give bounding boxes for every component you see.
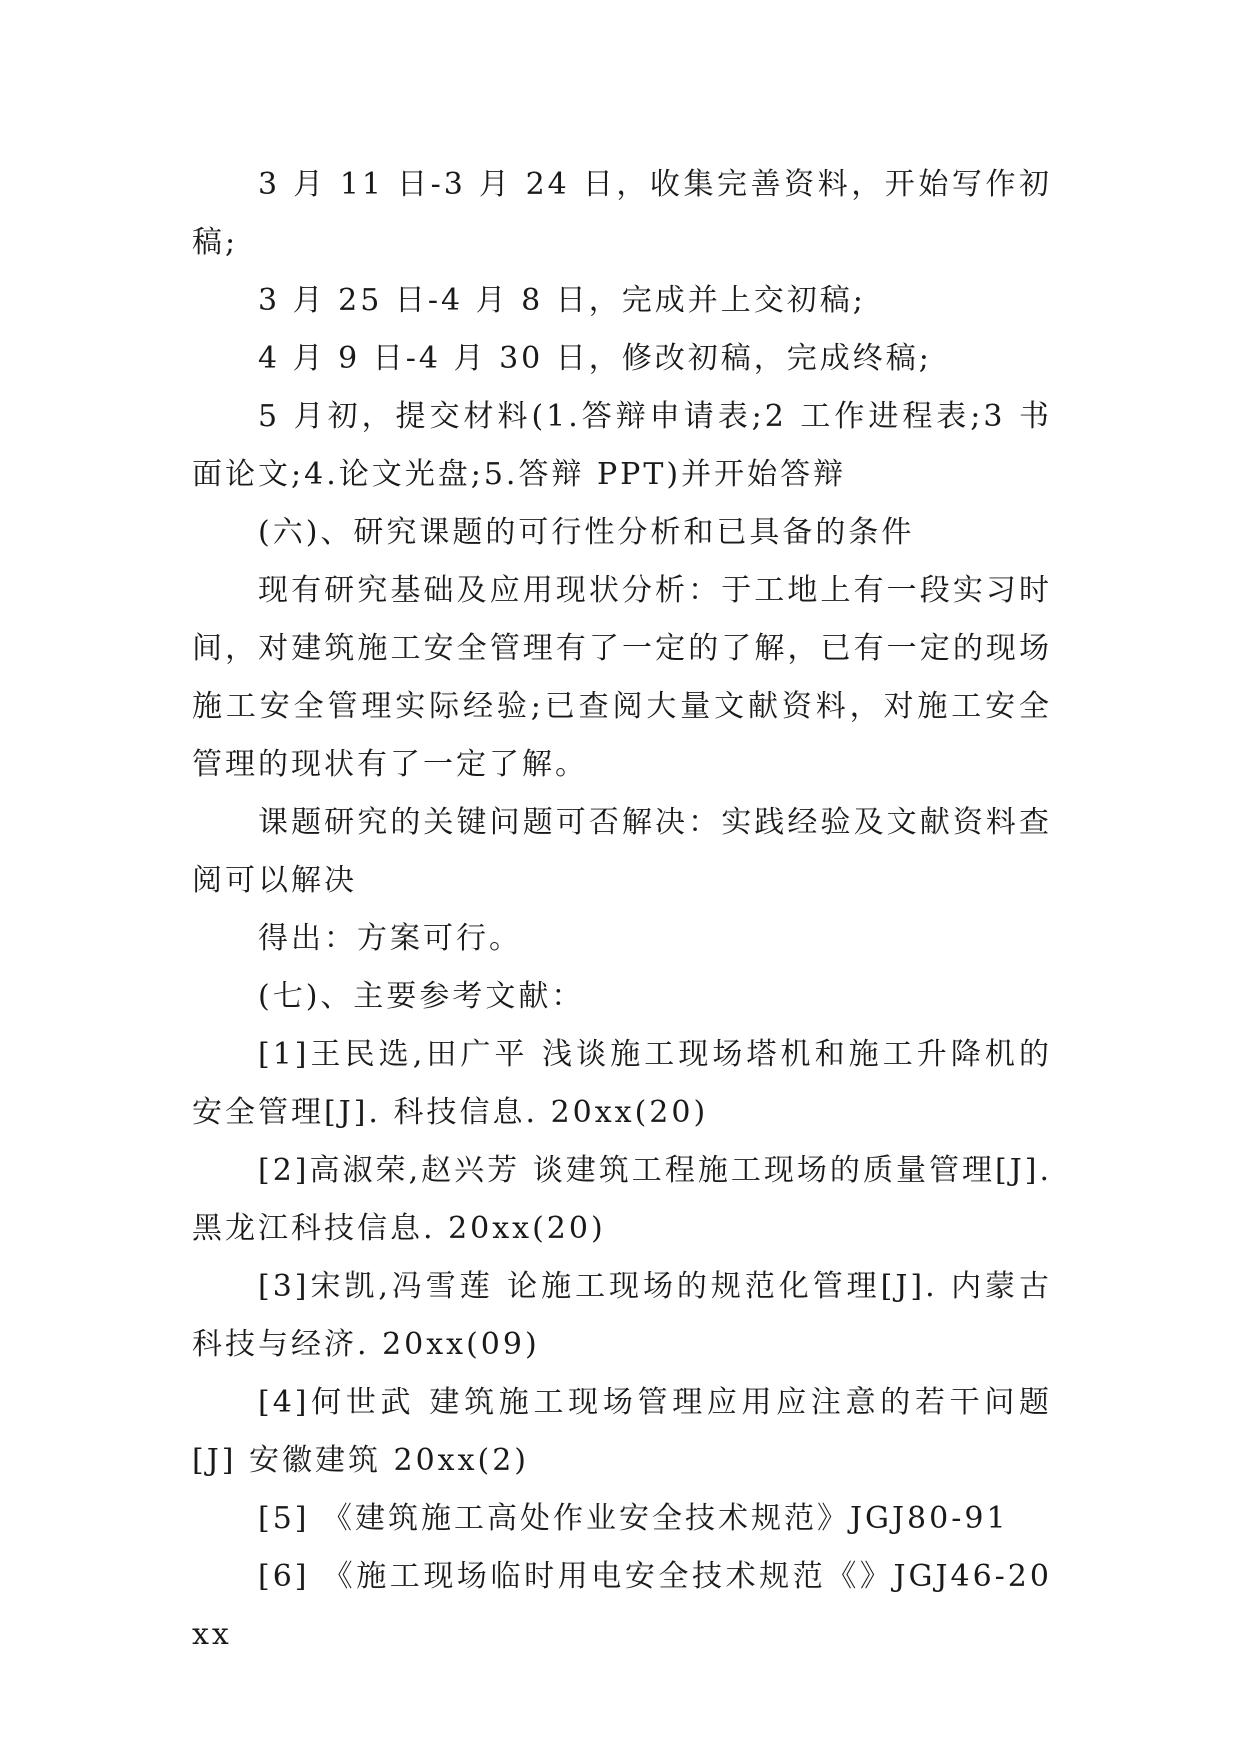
schedule-item-2: 3 月 25 日-4 月 8 日，完成并上交初稿; xyxy=(258,283,866,318)
reference-item-1: [1]王民选,田广平 浅谈施工现场塔机和施工升降机的安全管理[J]. 科技信息. 20xx(20) xyxy=(192,1037,1052,1130)
schedule-item-3: 4 月 9 日-4 月 30 日，修改初稿，完成终稿; xyxy=(258,341,932,376)
feasibility-analysis-paragraph: 现有研究基础及应用现状分析：于工地上有一段实习时间，对建筑施工安全管理有了一定的了解，已有一定的现场施工安全管理实际经验;已查阅大量文献资料，对施工安全管理的现状有了一定了解。 xyxy=(192,573,1052,782)
key-problem-paragraph: 课题研究的关键问题可否解决：实践经验及文献资料查阅可以解决 xyxy=(192,805,1052,898)
reference-item-2: [2]高淑荣,赵兴芳 谈建筑工程施工现场的质量管理[J]. 黑龙江科技信息. 20xx(20) xyxy=(192,1153,1052,1246)
reference-item-3: [3]宋凯,冯雪莲 论施工现场的规范化管理[J]. 内蒙古科技与经济. 20xx(09) xyxy=(192,1269,1052,1362)
reference-item-5: [5] 《建筑施工高处作业安全技术规范》JGJ80-91 xyxy=(258,1501,1009,1536)
reference-item-4: [4]何世武 建筑施工现场管理应用应注意的若干问题[J] 安徽建筑 20xx(2) xyxy=(192,1385,1052,1478)
section-heading-references: (七)、主要参考文献： xyxy=(258,979,585,1014)
document-body xyxy=(192,156,1052,1664)
conclusion-paragraph: 得出：方案可行。 xyxy=(258,921,522,956)
reference-item-6: [6] 《施工现场临时用电安全技术规范《》JGJ46-20xx xyxy=(192,1559,1052,1652)
section-heading-feasibility: (六)、研究课题的可行性分析和已具备的条件 xyxy=(258,515,915,550)
schedule-item-4: 5 月初，提交材料(1.答辩申请表;2 工作进程表;3 书面论文;4.论文光盘;5.答辩 PPT)并开始答辩 xyxy=(192,399,1052,492)
schedule-item-1: 3 月 11 日-3 月 24 日，收集完善资料，开始写作初稿; xyxy=(192,167,1052,260)
